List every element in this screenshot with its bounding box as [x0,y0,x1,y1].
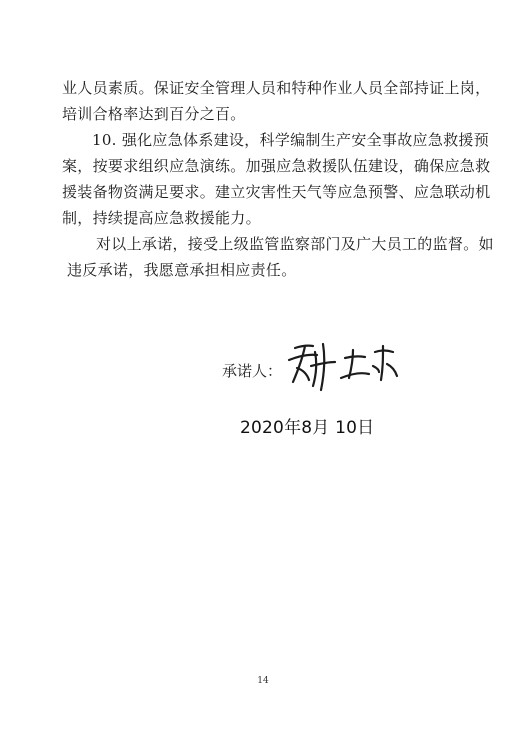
handwritten-signature [283,338,405,394]
body-line: 违反承诺，我愿意承担相应责任。 [67,261,297,279]
body-line: 对以上承诺，接受上级监管监察部门及广大员工的监督。如 [96,235,494,253]
body-line: 10. 强化应急体系建设，科学编制生产安全事故应急救援预 [92,131,490,149]
body-line: 业人员素质。保证安全管理人员和特种作业人员全部持证上岗， [62,79,491,97]
body-line: 培训合格率达到百分之百。 [62,105,246,123]
signature-date: 2020年8月 10日 [240,418,375,438]
signatory-label: 承诺人： [222,362,283,380]
page-number: 14 [257,676,269,686]
body-line: 制，持续提高应急救援能力。 [62,209,261,227]
body-line: 援装备物资满足要求。建立灾害性天气等应急预警、应急联动机 [62,183,491,201]
body-line: 案，按要求组织应急演练。加强应急救援队伍建设，确保应急救 [62,157,491,175]
